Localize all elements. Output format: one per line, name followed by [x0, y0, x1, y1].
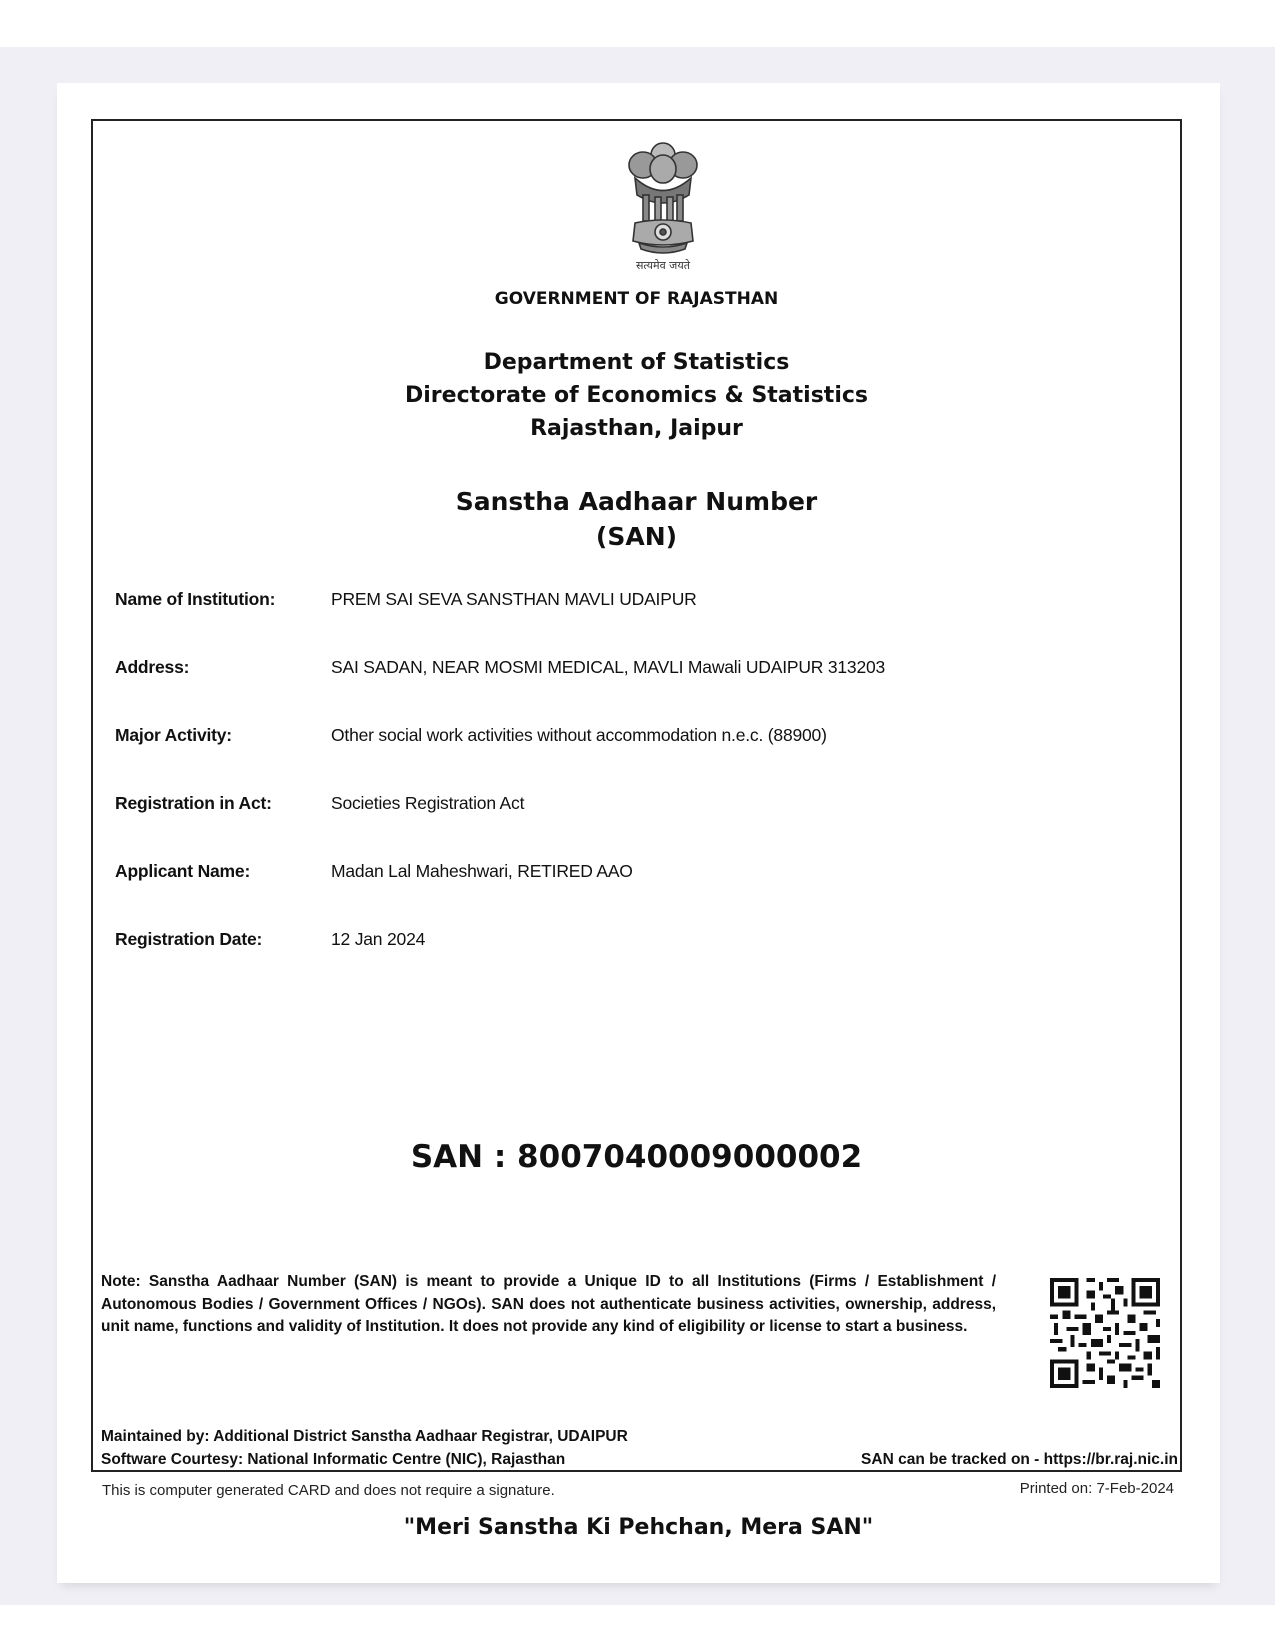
- computer-generated-disclaimer: This is computer generated CARD and does not require a signature.: [102, 1482, 555, 1499]
- field-value: Madan Lal Maheshwari, RETIRED AAO: [331, 861, 633, 881]
- certificate-page: [57, 83, 1220, 1583]
- field-label: Address:: [115, 657, 190, 677]
- field-value: Societies Registration Act: [331, 793, 525, 813]
- title-line: Sanstha Aadhaar Number: [455, 487, 818, 516]
- field-value: PREM SAI SEVA SANSTHAN MAVLI UDAIPUR: [331, 589, 697, 609]
- printed-on-date: Printed on: 7-Feb-2024: [1019, 1480, 1174, 1497]
- maintenance-info: [101, 1425, 628, 1471]
- field-label: Applicant Name:: [115, 861, 251, 881]
- location-line: Rajasthan, Jaipur: [530, 416, 743, 441]
- field-value: SAI SADAN, NEAR MOSMI MEDICAL, MAVLI Mawali UDAIPUR 313203: [331, 657, 886, 677]
- department-line: Department of Statistics: [483, 350, 790, 375]
- certificate-title: [93, 484, 1180, 554]
- qr-code-icon: [1046, 1274, 1164, 1392]
- field-label: Registration in Act:: [115, 793, 272, 813]
- san-number: SAN : 8007040009000002: [410, 1139, 863, 1175]
- software-courtesy: Software Courtesy: National Informatic Centre (NIC), Rajasthan: [101, 1451, 566, 1468]
- slogan: "Meri Sanstha Ki Pehchan, Mera SAN": [403, 1515, 874, 1540]
- government-heading: GOVERNMENT OF RAJASTHAN: [494, 289, 779, 309]
- disclaimer-note: Note: Sanstha Aadhaar Number (SAN) is meant to provide a Unique ID to all Institutions (Firms / Establishment / Autonomous Bodies / Government Offices / NGOs). SAN does not authenticate business activities, ownership, address, unit name, functions and validity of Institution. It does not provide any kind of eligibility or license to start a business.: [101, 1273, 996, 1335]
- tracking-link[interactable]: SAN can be tracked on - https://br.raj.nic.in: [861, 1451, 1178, 1468]
- field-value: Other social work activities without accommodation n.e.c. (88900): [331, 725, 827, 745]
- maintained-by: Maintained by: Additional District Sanstha Aadhaar Registrar, UDAIPUR: [101, 1428, 628, 1445]
- title-abbrev: (SAN): [595, 522, 678, 551]
- field-label: Name of Institution:: [115, 589, 276, 609]
- department-heading: [93, 346, 1180, 445]
- field-label: Registration Date:: [115, 929, 263, 949]
- field-label: Major Activity:: [115, 725, 232, 745]
- directorate-line: Directorate of Economics & Statistics: [405, 383, 868, 408]
- svg-text:सत्यमेव जयते: सत्यमेव जयते: [635, 259, 691, 272]
- field-value: 12 Jan 2024: [331, 929, 426, 949]
- state-emblem-of-india-icon: [613, 133, 713, 273]
- certificate-border: [91, 119, 1182, 1472]
